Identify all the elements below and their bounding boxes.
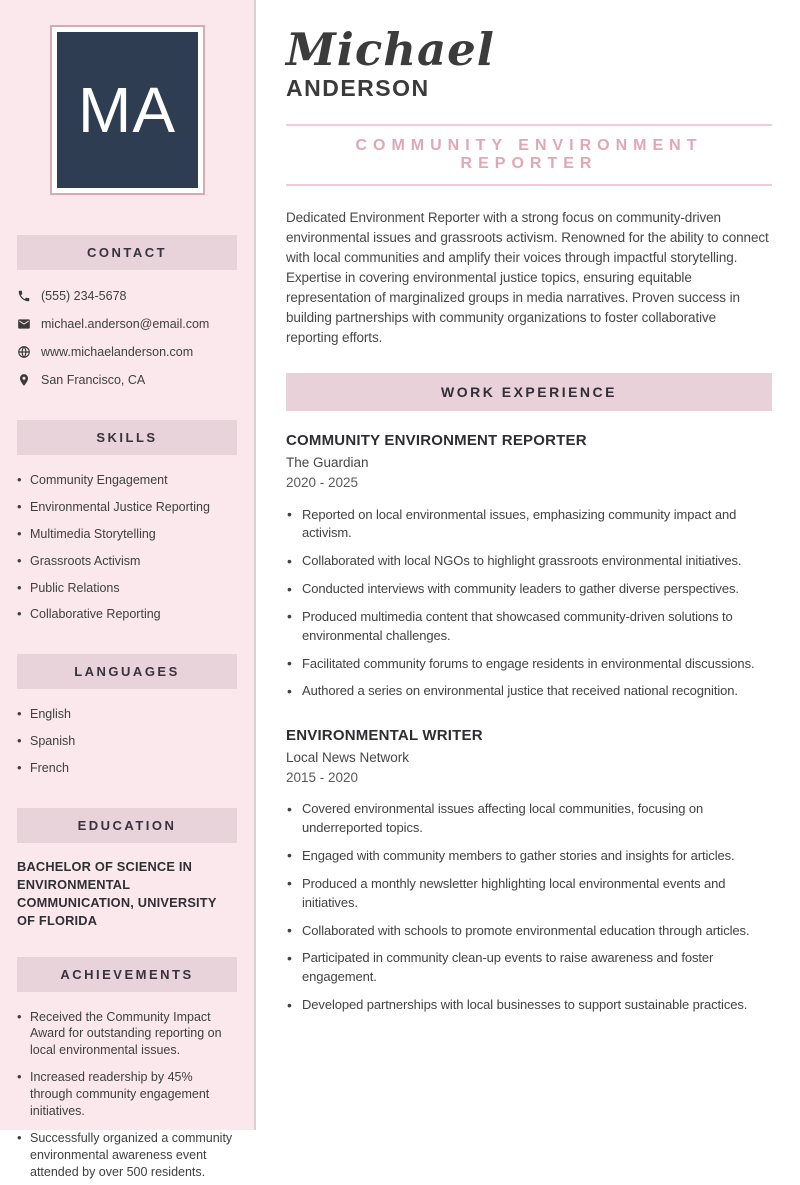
job-entry xyxy=(286,727,772,1020)
contact-item-phone xyxy=(17,282,237,310)
skill-item: • Multimedia Storytelling xyxy=(17,521,237,548)
achievement-item: • Received the Community Impact Award for outstanding reporting on local environmental issues. xyxy=(17,1004,237,1065)
job-bullet: • Participated in community clean-up events to raise awareness and foster engagement. xyxy=(286,945,772,992)
contact-section-heading: CONTACT xyxy=(17,235,237,270)
job-bullet: • Produced multimedia content that showcased community-driven solutions to environmental challenges. xyxy=(286,603,772,650)
job-entry-company: The Guardian xyxy=(286,455,772,470)
work-experience-heading: WORK EXPERIENCE xyxy=(286,373,772,411)
language-item: • English xyxy=(17,701,237,728)
contact-phone-text: (555) 234-5678 xyxy=(41,289,126,303)
job-entry-dates: 2015 - 2020 xyxy=(286,770,772,785)
skill-item: • Collaborative Reporting xyxy=(17,601,237,628)
job-entry-dates: 2020 - 2025 xyxy=(286,475,772,490)
language-item: • French xyxy=(17,755,237,782)
skills-list xyxy=(17,467,237,628)
email-icon xyxy=(17,317,31,331)
job-bullet: • Developed partnerships with local businesses to support sustainable practices. xyxy=(286,992,772,1020)
monogram-frame xyxy=(50,25,205,195)
job-bullet-list xyxy=(286,501,772,706)
job-entry-company: Local News Network xyxy=(286,750,772,765)
last-name: ANDERSON xyxy=(286,75,772,102)
professional-summary: Dedicated Environment Reporter with a strong focus on community-driven environmental issues and grassroots activism. Renowned for the ability to connect with local communities and amplify their voices through impactful storytelling. Expertise in covering environmental justice topics, ensuring equitable representation of marginalized groups in media narratives. Proven success in building partnerships with community organizations to foster collaborative reporting efforts. xyxy=(286,208,772,348)
sidebar xyxy=(0,0,256,1130)
job-entry-title: COMMUNITY ENVIRONMENT REPORTER xyxy=(286,432,772,449)
contact-item-website xyxy=(17,338,237,366)
languages-list xyxy=(17,701,237,782)
contact-list xyxy=(17,282,237,394)
globe-icon xyxy=(17,345,31,359)
job-bullet: • Engaged with community members to gather stories and insights for articles. xyxy=(286,842,772,870)
job-bullet: • Covered environmental issues affecting local communities, focusing on underreported topics. xyxy=(286,796,772,843)
phone-icon xyxy=(17,289,31,303)
job-bullet: • Collaborated with schools to promote environmental education through articles. xyxy=(286,917,772,945)
achievement-item: • Successfully organized a community environmental awareness event attended by over 500 residents. xyxy=(17,1125,237,1185)
contact-location-text: San Francisco, CA xyxy=(41,373,145,387)
job-entry xyxy=(286,432,772,706)
skill-item: • Community Engagement xyxy=(17,467,237,494)
contact-email-text: michael.anderson@email.com xyxy=(41,317,209,331)
skill-item: • Public Relations xyxy=(17,575,237,602)
first-name: Michael xyxy=(286,26,772,73)
skills-section-heading: SKILLS xyxy=(17,420,237,455)
main-column xyxy=(258,0,800,1130)
job-bullet-list xyxy=(286,796,772,1020)
contact-item-location xyxy=(17,366,237,394)
job-bullet: • Facilitated community forums to engage residents in environmental discussions. xyxy=(286,650,772,678)
education-degree: BACHELOR OF SCIENCE IN ENVIRONMENTAL COMMUNICATION, UNIVERSITY OF FLORIDA xyxy=(17,858,237,931)
education-section-heading: EDUCATION xyxy=(17,808,237,843)
job-bullet: • Collaborated with local NGOs to highlight grassroots environmental initiatives. xyxy=(286,548,772,576)
achievement-item: • Increased readership by 45% through community engagement initiatives. xyxy=(17,1064,237,1125)
skill-item: • Environmental Justice Reporting xyxy=(17,494,237,521)
job-bullet: • Reported on local environmental issues, emphasizing community impact and activism. xyxy=(286,501,772,548)
job-title-strip xyxy=(286,124,772,186)
job-bullet: • Conducted interviews with community leaders to gather diverse perspectives. xyxy=(286,576,772,604)
contact-website-text: www.michaelanderson.com xyxy=(41,345,193,359)
achievements-list xyxy=(17,1004,237,1185)
monogram-box xyxy=(57,32,198,188)
job-bullet: • Authored a series on environmental justice that received national recognition. xyxy=(286,678,772,706)
monogram-initials: MA xyxy=(78,78,176,142)
contact-item-email xyxy=(17,310,237,338)
job-bullet: • Produced a monthly newsletter highlighting local environmental events and initiatives. xyxy=(286,870,772,917)
languages-section-heading: LANGUAGES xyxy=(17,654,237,689)
language-item: • Spanish xyxy=(17,728,237,755)
skill-item: • Grassroots Activism xyxy=(17,548,237,575)
job-entry-title: ENVIRONMENTAL WRITER xyxy=(286,727,772,744)
achievements-section-heading: ACHIEVEMENTS xyxy=(17,957,237,992)
job-title-text: COMMUNITY ENVIRONMENT REPORTER xyxy=(355,137,702,172)
location-icon xyxy=(17,373,31,387)
